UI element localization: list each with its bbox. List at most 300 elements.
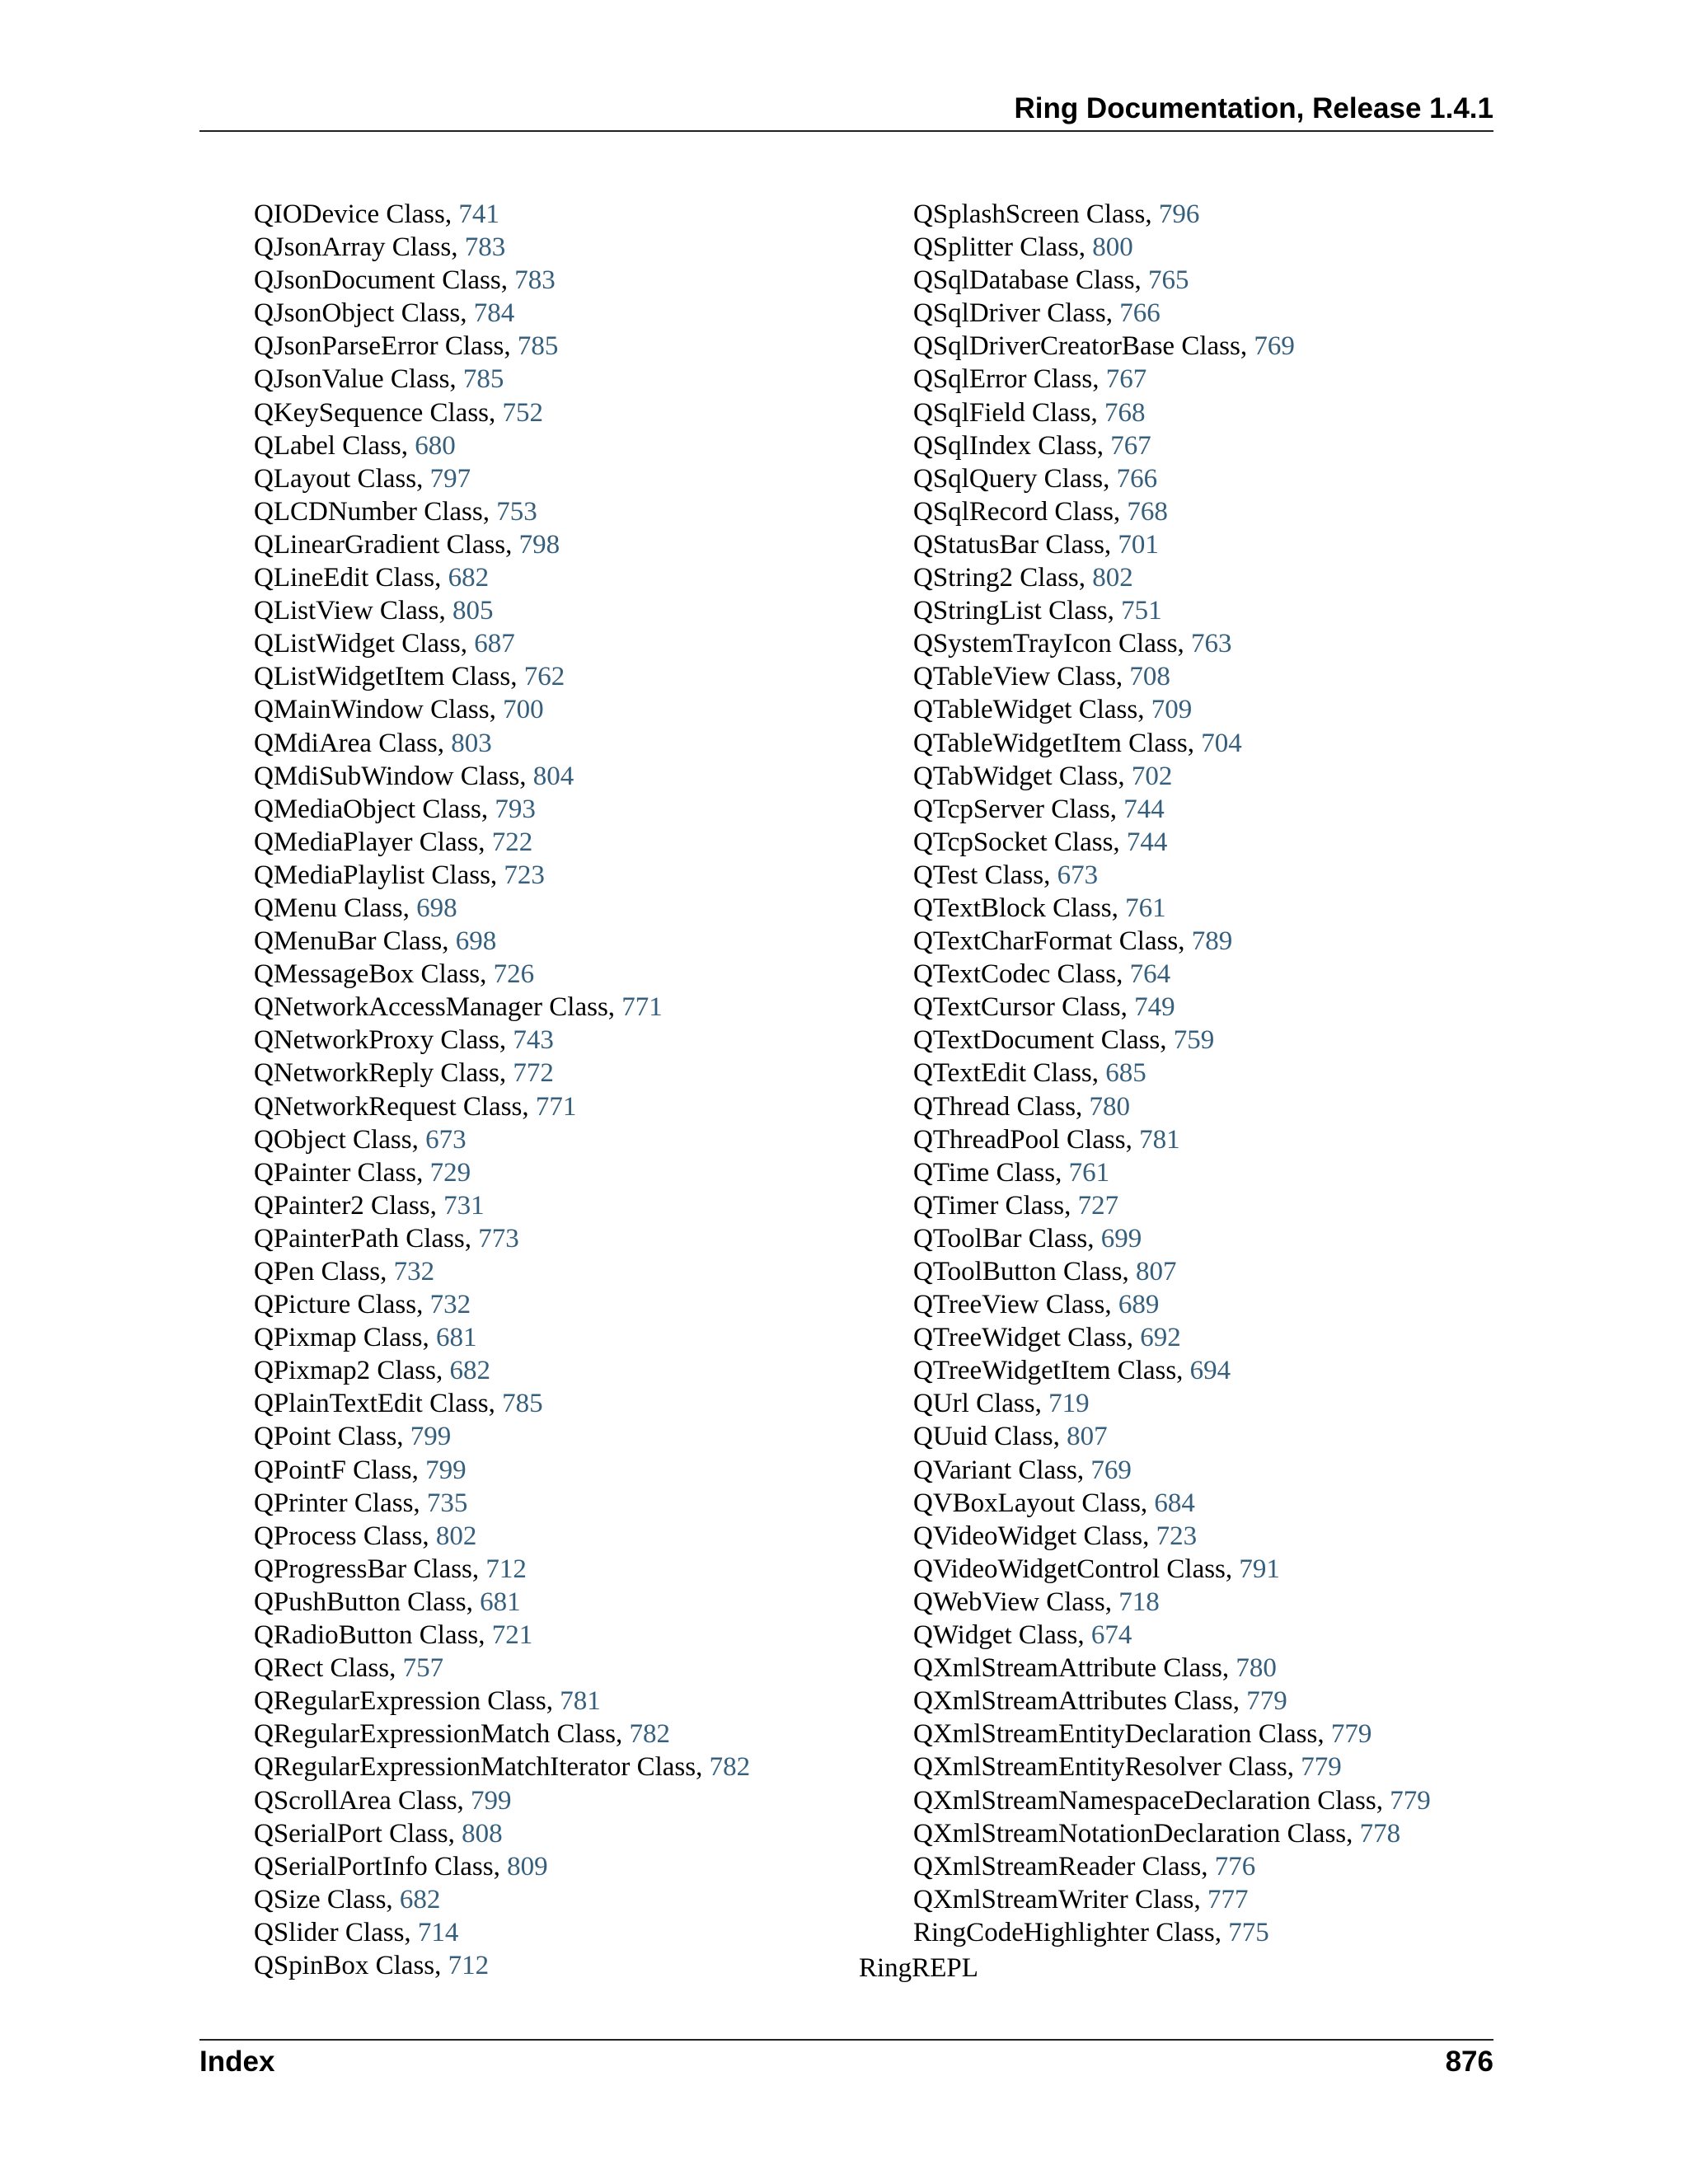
index-entry-name: QVariant Class	[913, 1455, 1077, 1485]
index-page-link[interactable]: 692	[1140, 1323, 1181, 1353]
index-page-link[interactable]: 761	[1125, 893, 1166, 923]
index-entry-name: QSqlDriver Class	[913, 298, 1106, 329]
index-page-link[interactable]: 798	[518, 529, 560, 560]
index-page-link[interactable]: 785	[502, 1389, 543, 1419]
index-page-link[interactable]: 779	[1390, 1785, 1431, 1816]
index-entry-name: QString2 Class	[913, 563, 1079, 593]
index-page-link[interactable]: 726	[493, 959, 535, 990]
index-entry: QMediaPlaylist Class, 723	[254, 860, 545, 890]
index-page-link[interactable]: 718	[1118, 1586, 1160, 1617]
index-entry-name: QXmlStreamAttributes Class	[913, 1686, 1233, 1717]
index-page-link[interactable]: 731	[443, 1190, 485, 1221]
index-entry-name: QVBoxLayout Class	[913, 1488, 1141, 1518]
index-page-link[interactable]: 778	[1359, 1818, 1401, 1849]
index-entry-name: QPainterPath Class	[254, 1223, 465, 1254]
index-entry-name: QSplashScreen Class	[913, 199, 1146, 229]
index-entry-name: QPixmap2 Class	[254, 1356, 436, 1386]
index-entry-name: QRadioButton Class	[254, 1620, 479, 1651]
index-page-link[interactable]: 766	[1116, 463, 1158, 494]
index-entry-name: QSqlDatabase Class	[913, 265, 1135, 296]
index-page-link[interactable]: 753	[496, 496, 537, 527]
index-page-link[interactable]: 674	[1090, 1620, 1132, 1651]
index-entry-name: QNetworkAccessManager Class	[254, 992, 608, 1023]
index-entry-name: QListWidget Class	[254, 629, 461, 659]
index-page-link[interactable]: 751	[1121, 596, 1162, 626]
index-entry-name: QLCDNumber Class	[254, 496, 483, 527]
index-page-link[interactable]: 779	[1330, 1719, 1372, 1750]
index-page-link[interactable]: 766	[1119, 298, 1160, 329]
index-entry-name: QRegularExpressionMatch Class	[254, 1719, 617, 1750]
index-entry-name: QLinearGradient Class	[254, 529, 506, 560]
index-page-link[interactable]: 714	[417, 1917, 459, 1947]
index-page-link[interactable]: 708	[1129, 662, 1170, 692]
index-entry: QTextCharFormat Class, 789	[913, 926, 1233, 957]
index-entry-name: QTableWidget Class	[913, 695, 1138, 725]
index-entry-name: QXmlStreamReader Class	[913, 1851, 1202, 1882]
index-entry-name: QSplitter Class	[913, 232, 1079, 263]
index-entry-name: QSystemTrayIcon Class	[913, 629, 1178, 659]
index-entry-name: QUrl Class	[913, 1389, 1035, 1419]
index-entry: QMediaObject Class, 793	[254, 794, 536, 824]
index-entry: QPixmap Class, 681	[254, 1323, 477, 1353]
index-entry-name: QSqlField Class	[913, 397, 1091, 428]
index-page-link[interactable]: 781	[560, 1686, 601, 1717]
index-entry: QJsonParseError Class, 785	[254, 331, 559, 362]
index-entry-name: QMdiArea Class	[254, 728, 438, 758]
index-entry-name: QVideoWidget Class	[913, 1521, 1143, 1551]
index-entry: QStatusBar Class, 701	[913, 529, 1159, 560]
index-page-link[interactable]: 783	[464, 232, 506, 263]
index-page-link[interactable]: 807	[1067, 1422, 1108, 1452]
index-entry: QPainterPath Class, 773	[254, 1223, 519, 1254]
index-entry: QNetworkProxy Class, 743	[254, 1025, 554, 1056]
index-entry: QJsonArray Class, 783	[254, 232, 506, 263]
index-entry: QUrl Class, 719	[913, 1389, 1090, 1419]
index-page-link[interactable]: 803	[451, 728, 492, 758]
index-page-link[interactable]: 799	[471, 1785, 512, 1816]
index-entry: QToolButton Class, 807	[913, 1257, 1177, 1286]
index-entry: QMenuBar Class, 698	[254, 926, 497, 957]
index-page-link[interactable]: 789	[1191, 926, 1233, 957]
index-entry-name: QTime Class	[913, 1157, 1056, 1188]
index-entry-name: QSerialPortInfo Class	[254, 1851, 494, 1882]
index-entry-name: QPainter Class	[254, 1157, 417, 1188]
index-page-link[interactable]: 781	[1139, 1124, 1180, 1155]
index-entry: QTest Class, 673	[913, 860, 1099, 890]
index-entry: QWebView Class, 718	[913, 1586, 1160, 1617]
index-entry: QPainter Class, 729	[254, 1157, 471, 1188]
index-page-link[interactable]: 768	[1127, 496, 1168, 527]
index-entry-name: QNetworkProxy Class	[254, 1025, 499, 1056]
index-entry-name: QPoint Class	[254, 1422, 397, 1452]
index-page-link[interactable]: 721	[491, 1620, 533, 1651]
index-entry: QPushButton Class, 681	[254, 1586, 521, 1617]
header-rule	[199, 130, 1493, 132]
index-entry-name: QPicture Class	[254, 1290, 417, 1320]
index-entry: QLineEdit Class, 682	[254, 563, 490, 593]
index-entry: QXmlStreamNotationDeclaration Class, 778	[913, 1818, 1401, 1849]
index-entry: QMdiArea Class, 803	[254, 728, 492, 758]
index-entry: QString2 Class, 802	[913, 563, 1133, 593]
index-entry: QXmlStreamWriter Class, 777	[913, 1884, 1249, 1915]
index-page-link[interactable]: 681	[435, 1323, 477, 1353]
index-page-link[interactable]: 732	[393, 1257, 435, 1286]
index-entry-name: QXmlStreamAttribute Class	[913, 1653, 1222, 1684]
index-page-link[interactable]: 765	[1148, 265, 1189, 296]
index-entry-name: QTreeView Class	[913, 1290, 1105, 1320]
index-page-link[interactable]: 694	[1189, 1356, 1231, 1386]
index-entry-name: QPlainTextEdit Class	[254, 1389, 489, 1419]
index-page-link[interactable]: 773	[478, 1223, 519, 1254]
index-entry-name: QSlider Class	[254, 1917, 405, 1947]
index-page-link[interactable]: 702	[1131, 761, 1173, 791]
index-page-link[interactable]: 752	[502, 397, 544, 428]
index-page-link[interactable]: 767	[1105, 364, 1147, 395]
index-page-link[interactable]: 783	[514, 265, 556, 296]
index-page-link[interactable]: 712	[448, 1950, 490, 1980]
index-entry-name: QJsonArray Class	[254, 232, 452, 263]
index-entry: QListWidget Class, 687	[254, 629, 515, 659]
index-page-link[interactable]: 762	[523, 662, 565, 692]
index-entry-name: QKeySequence Class	[254, 397, 490, 428]
index-entry: QUuid Class, 807	[913, 1422, 1108, 1452]
index-entry: QJsonValue Class, 785	[254, 364, 504, 395]
index-entry-name: QUuid Class	[913, 1422, 1053, 1452]
index-page-link[interactable]: 722	[491, 827, 533, 857]
index-page-link[interactable]: 769	[1090, 1455, 1132, 1485]
index-entry: QTreeView Class, 689	[913, 1290, 1160, 1320]
index-page-link[interactable]: 802	[1092, 563, 1133, 593]
index-page-link[interactable]: 689	[1118, 1290, 1160, 1320]
index-entry: QSlider Class, 714	[254, 1917, 459, 1947]
index-page-link[interactable]: 735	[426, 1488, 468, 1518]
index-entry: QMessageBox Class, 726	[254, 959, 535, 990]
index-entry: QVariant Class, 769	[913, 1455, 1132, 1485]
index-entry-name: QTcpSocket Class	[913, 827, 1114, 857]
index-entry: QJsonObject Class, 784	[254, 298, 515, 329]
index-entry: QTextCursor Class, 749	[913, 992, 1175, 1023]
index-entry: QTime Class, 761	[913, 1157, 1110, 1188]
index-entry: QTabWidget Class, 702	[913, 761, 1173, 791]
index-entry: QSqlError Class, 767	[913, 364, 1147, 395]
index-page-link[interactable]: 771	[621, 992, 663, 1023]
index-entry: QToolBar Class, 699	[913, 1223, 1142, 1254]
index-entry-name: QSqlError Class	[913, 364, 1093, 395]
index-page-link[interactable]: 698	[455, 926, 497, 957]
index-entry-name: QTreeWidget Class	[913, 1323, 1127, 1353]
index-entry: QTreeWidgetItem Class, 694	[913, 1356, 1231, 1386]
index-page-link[interactable]: 743	[513, 1025, 554, 1056]
index-entry: QRegularExpressionMatchIterator Class, 782	[254, 1752, 751, 1783]
index-entry: QSqlDatabase Class, 765	[913, 265, 1189, 296]
index-entry-name: QRegularExpressionMatchIterator Class	[254, 1752, 696, 1783]
index-page-link[interactable]: 780	[1236, 1653, 1277, 1684]
index-page-link[interactable]: 673	[1057, 860, 1099, 890]
index-page-link[interactable]: 759	[1173, 1025, 1215, 1056]
index-entry-name: QPrinter Class	[254, 1488, 414, 1518]
index-entry: QIODevice Class, 741	[254, 199, 499, 229]
index-entry-name: QSerialPort Class	[254, 1818, 448, 1849]
index-page-link[interactable]: 791	[1239, 1554, 1280, 1584]
index-page-link[interactable]: 767	[1110, 430, 1151, 461]
index-page-link[interactable]: 732	[429, 1290, 471, 1320]
index-entry: QMdiSubWindow Class, 804	[254, 761, 574, 791]
index-entry-name: QJsonDocument Class	[254, 265, 501, 296]
index-entry: QSqlRecord Class, 768	[913, 496, 1168, 527]
index-entry-name: QPainter2 Class	[254, 1190, 430, 1221]
index-entry-name: QRect Class	[254, 1653, 390, 1684]
index-page-link[interactable]: 793	[495, 794, 536, 824]
index-entry-name: QTableView Class	[913, 662, 1116, 692]
index-entry: QSerialPortInfo Class, 809	[254, 1851, 548, 1882]
index-entry: QSqlDriver Class, 766	[913, 298, 1160, 329]
index-entry-name: QTextBlock Class	[913, 893, 1112, 923]
index-entry-name: QProcess Class	[254, 1521, 423, 1551]
index-entry: QRegularExpressionMatch Class, 782	[254, 1719, 671, 1750]
index-page-link[interactable]: 709	[1151, 695, 1193, 725]
index-page-link[interactable]: 712	[485, 1554, 527, 1584]
index-entry: QSize Class, 682	[254, 1884, 441, 1915]
index-entry: QSqlField Class, 768	[913, 397, 1146, 428]
index-page-link[interactable]: 771	[535, 1091, 577, 1122]
index-entry: QPlainTextEdit Class, 785	[254, 1389, 543, 1419]
index-entry-name: QTabWidget Class	[913, 761, 1118, 791]
index-page-link[interactable]: 757	[402, 1653, 444, 1684]
index-page-link[interactable]: 780	[1089, 1091, 1131, 1122]
index-page-link[interactable]: 687	[474, 629, 515, 659]
index-page-link[interactable]: 729	[429, 1157, 471, 1188]
index-entry: QSqlDriverCreatorBase Class, 769	[913, 331, 1295, 362]
footer-rule	[199, 2039, 1493, 2041]
index-entry-name: QTextCodec Class	[913, 959, 1117, 990]
index-term-ringrepl: RingREPL	[859, 1953, 978, 1983]
index-entry: QSqlQuery Class, 766	[913, 463, 1158, 494]
index-page-link[interactable]: 776	[1214, 1851, 1256, 1882]
index-entry: QTextEdit Class, 685	[913, 1058, 1146, 1089]
index-entry: QListView Class, 805	[254, 596, 494, 626]
index-entry-name: QSize Class	[254, 1884, 387, 1915]
index-entry: QVideoWidgetControl Class, 791	[913, 1554, 1280, 1584]
index-entry: QPoint Class, 799	[254, 1422, 452, 1452]
index-entry-name: QMediaObject Class	[254, 794, 481, 824]
index-page-link[interactable]: 802	[435, 1521, 477, 1551]
index-page-link[interactable]: 761	[1068, 1157, 1110, 1188]
index-entry-name: QListView Class	[254, 596, 439, 626]
index-page-link[interactable]: 681	[480, 1586, 521, 1617]
index-entry-name: QWidget Class	[913, 1620, 1078, 1651]
index-entry: QKeySequence Class, 752	[254, 397, 544, 428]
index-page-link[interactable]: 782	[709, 1752, 751, 1783]
index-page-link[interactable]: 768	[1104, 397, 1146, 428]
index-entry: QTextCodec Class, 764	[913, 959, 1171, 990]
index-page-link[interactable]: 763	[1191, 629, 1232, 659]
index-entry-name: QLabel Class	[254, 430, 401, 461]
index-page-link[interactable]: 685	[1105, 1058, 1146, 1089]
index-entry: QPainter2 Class, 731	[254, 1190, 485, 1221]
index-entry-name: QMainWindow Class	[254, 695, 490, 725]
index-entry-name: QObject Class	[254, 1124, 412, 1155]
index-entry: QWidget Class, 674	[913, 1620, 1132, 1651]
index-entry-name: QTableWidgetItem Class	[913, 728, 1188, 758]
index-entry: QLinearGradient Class, 798	[254, 529, 560, 560]
header-title: Ring Documentation, Release 1.4.1	[1014, 92, 1493, 124]
footer-section: Index	[199, 2046, 275, 2078]
index-entry: QPixmap2 Class, 682	[254, 1356, 490, 1386]
index-entry-name: QTcpServer Class	[913, 794, 1110, 824]
index-entry-name: RingCodeHighlighter Class	[913, 1917, 1215, 1947]
index-page-link[interactable]: 699	[1100, 1223, 1142, 1254]
index-page-link[interactable]: 680	[415, 430, 456, 461]
index-page-link[interactable]: 805	[452, 596, 494, 626]
index-entry: QXmlStreamEntityResolver Class, 779	[913, 1752, 1342, 1783]
index-page-link[interactable]: 700	[503, 695, 544, 725]
index-entry: QSpinBox Class, 712	[254, 1950, 490, 1980]
index-page-link[interactable]: 777	[1207, 1884, 1249, 1915]
index-page-link[interactable]: 704	[1201, 728, 1242, 758]
index-page-link[interactable]: 682	[448, 563, 490, 593]
footer-page-number: 876	[1445, 2046, 1493, 2078]
index-page-link[interactable]: 809	[507, 1851, 548, 1882]
index-entry: QXmlStreamAttribute Class, 780	[913, 1653, 1277, 1684]
index-page-link[interactable]: 800	[1092, 232, 1133, 263]
index-page-link[interactable]: 769	[1254, 331, 1295, 362]
index-entry-name: QXmlStreamWriter Class	[913, 1884, 1194, 1915]
index-entry-name: QSqlIndex Class	[913, 430, 1097, 461]
index-entry-name: QTreeWidgetItem Class	[913, 1356, 1177, 1386]
index-entry: QMainWindow Class, 700	[254, 695, 544, 725]
index-page-link[interactable]: 804	[532, 761, 574, 791]
index-entry-name: QLineEdit Class	[254, 563, 435, 593]
index-page-link[interactable]: 779	[1301, 1752, 1342, 1783]
index-entry-name: QTest Class	[913, 860, 1044, 890]
index-page-link[interactable]: 799	[425, 1455, 467, 1485]
index-entry-name: QIODevice Class	[254, 199, 445, 229]
index-entry-name: QSpinBox Class	[254, 1950, 435, 1980]
index-entry: QMenu Class, 698	[254, 893, 457, 923]
index-page-link[interactable]: 684	[1154, 1488, 1195, 1518]
index-page-link[interactable]: 741	[458, 199, 499, 229]
index-entry-name: QTextDocument Class	[913, 1025, 1160, 1056]
index-page-link[interactable]: 779	[1246, 1686, 1287, 1717]
index-entry-name: QTextEdit Class	[913, 1058, 1092, 1089]
index-entry-name: QMenu Class	[254, 893, 403, 923]
index-entry-name: QJsonParseError Class	[254, 331, 504, 362]
index-entry-name: QRegularExpression Class	[254, 1686, 546, 1717]
index-entry: QVBoxLayout Class, 684	[913, 1488, 1195, 1518]
index-entry-name: QProgressBar Class	[254, 1554, 472, 1584]
index-entry: QTableWidgetItem Class, 704	[913, 728, 1242, 758]
index-entry-name: QPointF Class	[254, 1455, 412, 1485]
index-page-link[interactable]: 796	[1158, 199, 1200, 229]
index-page-link[interactable]: 682	[399, 1884, 441, 1915]
index-entry-name: QVideoWidgetControl Class	[913, 1554, 1226, 1584]
index-page-link[interactable]: 808	[462, 1818, 503, 1849]
index-page-link[interactable]: 764	[1129, 959, 1171, 990]
index-entry-name: QToolButton Class	[913, 1257, 1123, 1286]
index-entry-name: QThread Class	[913, 1091, 1076, 1122]
index-entry: QStringList Class, 751	[913, 596, 1162, 626]
index-page-link[interactable]: 775	[1228, 1917, 1269, 1947]
index-entry-name: QJsonObject Class	[254, 298, 461, 329]
index-entry: QThread Class, 780	[913, 1091, 1131, 1122]
index-entry-name: QXmlStreamNamespaceDeclaration Class	[913, 1785, 1376, 1816]
index-page-link[interactable]: 682	[449, 1356, 490, 1386]
index-entry: QTcpSocket Class, 744	[913, 827, 1168, 857]
index-entry: QXmlStreamReader Class, 776	[913, 1851, 1256, 1882]
index-entry: QTableWidget Class, 709	[913, 695, 1193, 725]
index-page-link[interactable]: 785	[517, 331, 559, 362]
index-page-link[interactable]: 799	[410, 1422, 452, 1452]
index-entry-name: QTimer Class	[913, 1190, 1065, 1221]
index-page-link[interactable]: 701	[1118, 529, 1159, 560]
index-entry-name: QXmlStreamNotationDeclaration Class	[913, 1818, 1347, 1849]
index-entry-name: QPushButton Class	[254, 1586, 467, 1617]
index-entry: QNetworkRequest Class, 771	[254, 1091, 577, 1122]
index-page-link[interactable]: 782	[629, 1719, 671, 1750]
index-entry: QNetworkReply Class, 772	[254, 1058, 554, 1089]
index-entry: QTableView Class, 708	[913, 662, 1170, 692]
index-entry: QSplashScreen Class, 796	[913, 199, 1200, 229]
index-entry-name: QXmlStreamEntityResolver Class	[913, 1752, 1287, 1783]
index-page-link[interactable]: 727	[1077, 1190, 1119, 1221]
index-page-link[interactable]: 698	[416, 893, 457, 923]
index-page-link[interactable]: 723	[504, 860, 545, 890]
index-entry: QPrinter Class, 735	[254, 1488, 468, 1518]
index-entry-name: QXmlStreamEntityDeclaration Class	[913, 1719, 1318, 1750]
index-page-link[interactable]: 785	[462, 364, 504, 395]
index-entry-name: QMediaPlayer Class	[254, 827, 479, 857]
index-entry: QThreadPool Class, 781	[913, 1124, 1180, 1155]
index-page-link[interactable]: 723	[1156, 1521, 1198, 1551]
index-entry-name: QScrollArea Class	[254, 1785, 457, 1816]
index-page-link[interactable]: 772	[513, 1058, 554, 1089]
index-entry-name: QLayout Class	[254, 463, 417, 494]
index-entry-name: QMediaPlaylist Class	[254, 860, 490, 890]
index-right-column	[913, 198, 1431, 1949]
index-entry: QTextBlock Class, 761	[913, 893, 1166, 923]
index-entry: QTimer Class, 727	[913, 1190, 1119, 1221]
index-page-link[interactable]: 807	[1135, 1257, 1177, 1286]
index-entry: QTreeWidget Class, 692	[913, 1323, 1181, 1353]
index-entry: QSplitter Class, 800	[913, 232, 1133, 263]
index-entry-name: QStatusBar Class	[913, 529, 1104, 560]
index-entry: QSerialPort Class, 808	[254, 1818, 503, 1849]
index-entry-name: QSqlQuery Class	[913, 463, 1104, 494]
index-entry: QScrollArea Class, 799	[254, 1785, 512, 1816]
index-entry: QJsonDocument Class, 783	[254, 265, 556, 296]
index-page-link[interactable]: 784	[473, 298, 515, 329]
index-entry-name: QPixmap Class	[254, 1323, 423, 1353]
index-page-link[interactable]: 749	[1134, 992, 1175, 1023]
index-page-link[interactable]: 744	[1123, 794, 1165, 824]
index-page-link[interactable]: 719	[1048, 1389, 1090, 1419]
index-entry: QProcess Class, 802	[254, 1521, 477, 1551]
index-entry: QLabel Class, 680	[254, 430, 456, 461]
index-entry-name: QWebView Class	[913, 1586, 1105, 1617]
index-entry-name: QSqlDriverCreatorBase Class	[913, 331, 1240, 362]
index-entry-name: QMenuBar Class	[254, 926, 443, 957]
index-entry: QObject Class, 673	[254, 1124, 467, 1155]
index-entry: QXmlStreamEntityDeclaration Class, 779	[913, 1719, 1372, 1750]
index-entry: QMediaPlayer Class, 722	[254, 827, 533, 857]
index-entry-name: QStringList Class	[913, 596, 1108, 626]
index-entry-name: QNetworkReply Class	[254, 1058, 499, 1089]
index-page-link[interactable]: 744	[1126, 827, 1168, 857]
index-page-link[interactable]: 797	[429, 463, 471, 494]
index-entry: QNetworkAccessManager Class, 771	[254, 992, 663, 1023]
index-page-link[interactable]: 673	[425, 1124, 467, 1155]
index-entry-name: QThreadPool Class	[913, 1124, 1126, 1155]
